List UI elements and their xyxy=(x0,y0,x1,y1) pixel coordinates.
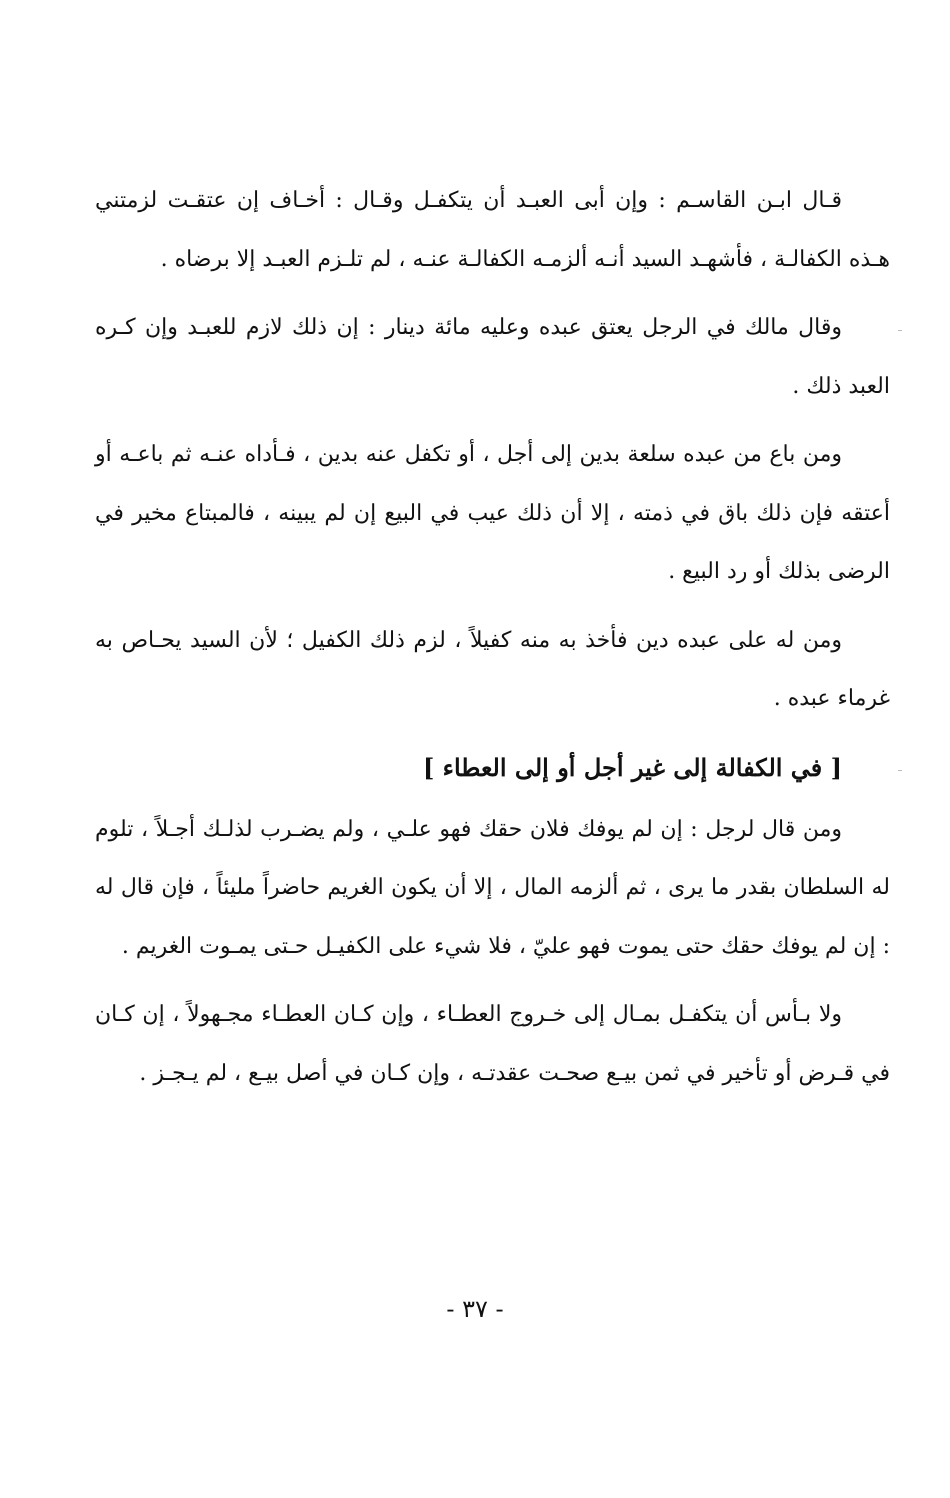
paragraph-3: ومن باع من عبده سلعة بدين إلى أجل ، أو تكفل عنه بدين ، فـأداه عنـه ثم باعـه أو أعتقه فإن ذلك باق في ذمته ، إلا أن ذلك عيب في البيع إن لم يبينه ، فالمبتاع مخير في الرضى بذلك أو رد البيع . xyxy=(95,442,890,584)
paragraph-4: ومن له على عبده دين فأخذ به منه كفيلاً ، لزم ذلك الكفيل ؛ لأن السيد يحـاص به غرماء عبده . xyxy=(95,627,890,711)
section-heading: [ في الكفالة إلى غير أجل أو إلى العطاء ] xyxy=(422,752,842,782)
paragraph-1: قـال ابـن القاسـم : وإن أبى العبـد أن يتكفـل وقـال : أخـاف إن عتقـت لزمتني هـذه الكفالـة ، فأشهـد السيد أنـه ألزمـه الكفالـة عنـه ، لم تلـزم العبـد إلا برضاه . xyxy=(95,188,890,272)
scan-edge-mark xyxy=(898,770,902,771)
body-text xyxy=(95,172,890,1113)
paragraph-5: ومن قال لرجل : إن لم يوفك فلان حقك فهو علـي ، ولم يضـرب لذلـك أجـلاً ، تلوم له السلطان بقدر ما يرى ، ثم ألزمه المال ، إلا أن يكون الغريم حاضراً مليئاً ، فإن قال له : إن لم يوفك حقك حتى يموت فهو عليّ ، فلا شيء على الكفيـل حـتى يمـوت الغريم . xyxy=(95,816,890,959)
paragraph-6: ولا بـأس أن يتكفـل بمـال إلى خـروج العطـاء ، وإن كـان العطـاء مجـهولاً ، إن كـان في قـرض أو تأخير في ثمن بيـع صحـت عقدتـه ، وإن كـان في أصل بيـع ، لم يـجـز . xyxy=(95,1002,890,1086)
paragraph-2: وقال مالك في الرجل يعتق عبده وعليه مائة دينار : إن ذلك لازم للعبـد وإن كـره العبد ذلك . xyxy=(95,315,890,399)
scan-edge-mark xyxy=(898,330,902,331)
page-number: - ٣٧ - xyxy=(446,1295,504,1323)
